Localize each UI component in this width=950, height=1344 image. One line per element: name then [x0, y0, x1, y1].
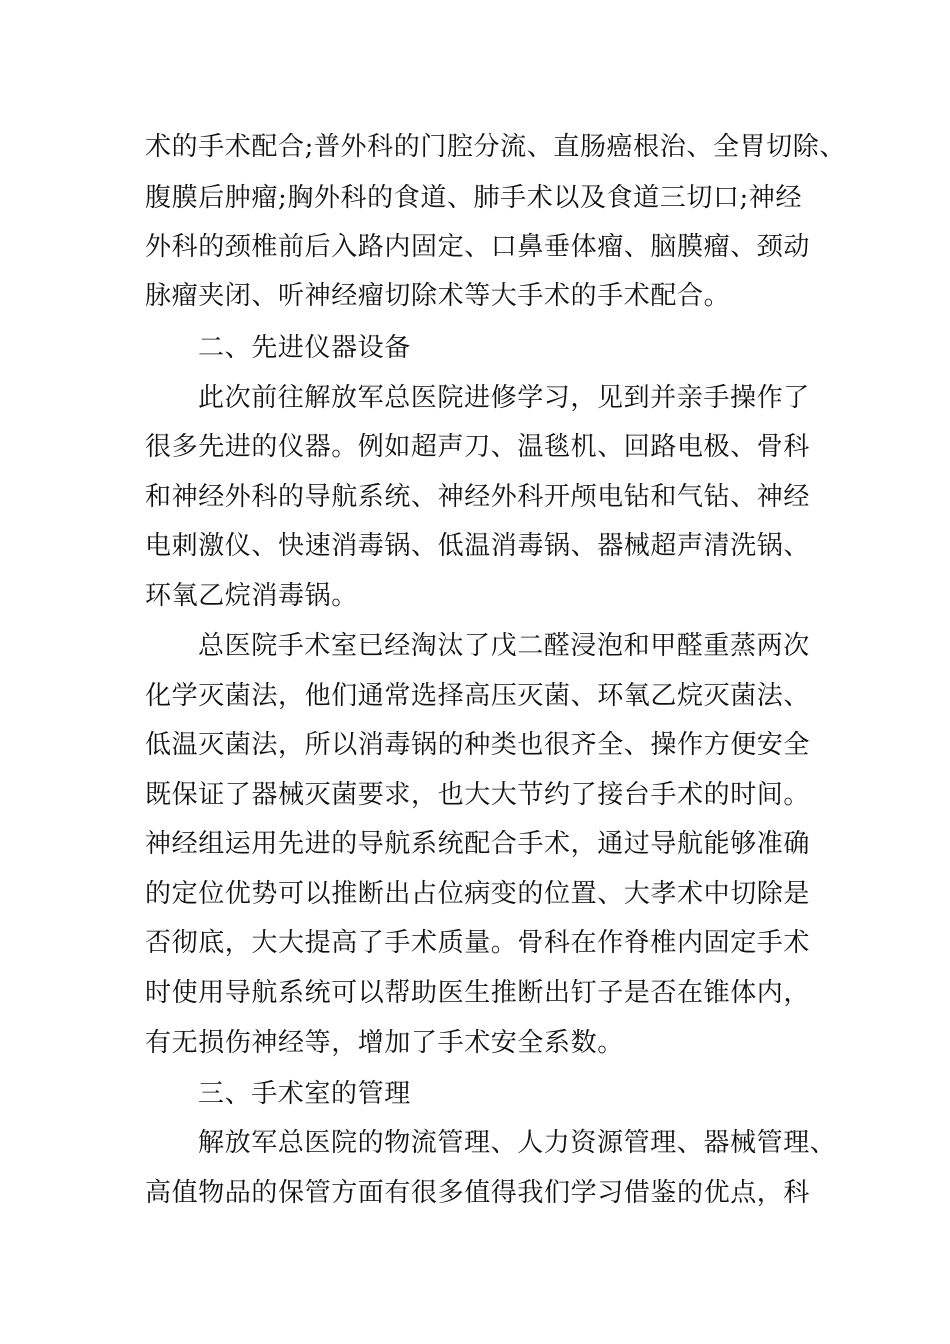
text-line: 时使用导航系统可以帮助医生推断出钉子是否在锥体内， [145, 978, 811, 1008]
text-line: 低温灭菌法，所以消毒锅的种类也很齐全、操作方便安全 [145, 730, 811, 760]
section-heading: 三、手术室的管理 [198, 1079, 411, 1109]
text-line: 术的手术配合;普外科的门腔分流、直肠癌根治、全胃切除、 [145, 132, 846, 162]
text-line: 腹膜后肿瘤;胸外科的食道、肺手术以及食道三切口;神经 [145, 183, 803, 213]
paragraph-first-line: 此次前往解放军总医院进修学习，见到并亲手操作了 [198, 383, 810, 413]
text-line: 高值物品的保管方面有很多值得我们学习借鉴的优点，科 [145, 1178, 811, 1208]
text-line: 外科的颈椎前后入路内固定、口鼻垂体瘤、脑膜瘤、颈动 [145, 232, 811, 262]
text-line: 既保证了器械灭菌要求，也大大节约了接台手术的时间。 [145, 780, 811, 810]
text-line: 电刺激仪、快速消毒锅、低温消毒锅、器械超声清洗锅、 [145, 531, 811, 561]
text-line: 脉瘤夹闭、听神经瘤切除术等大手术的手术配合。 [145, 281, 731, 311]
text-line: 化学灭菌法，他们通常选择高压灭菌、环氧乙烷灭菌法、 [145, 681, 811, 711]
section-heading: 二、先进仪器设备 [198, 333, 411, 363]
text-line: 环氧乙烷消毒锅。 [145, 581, 358, 611]
text-line: 很多先进的仪器。例如超声刀、温毯机、回路电极、骨科 [145, 432, 811, 462]
text-line: 有无损伤神经等，增加了手术安全系数。 [145, 1028, 624, 1058]
paragraph-first-line: 解放军总医院的物流管理、人力资源管理、器械管理、 [198, 1128, 837, 1158]
text-line: 的定位优势可以推断出占位病变的位置、大孝术中切除是 [145, 879, 811, 909]
paragraph-first-line: 总医院手术室已经淘汰了戊二醛浸泡和甲醛重蒸两次 [198, 631, 810, 661]
text-line: 否彻底，大大提高了手术质量。骨科在作脊椎内固定手术 [145, 928, 811, 958]
text-line: 神经组运用先进的导航系统配合手术，通过导航能够准确 [145, 829, 811, 859]
text-line: 和神经外科的导航系统、神经外科开颅电钻和气钻、神经 [145, 482, 811, 512]
